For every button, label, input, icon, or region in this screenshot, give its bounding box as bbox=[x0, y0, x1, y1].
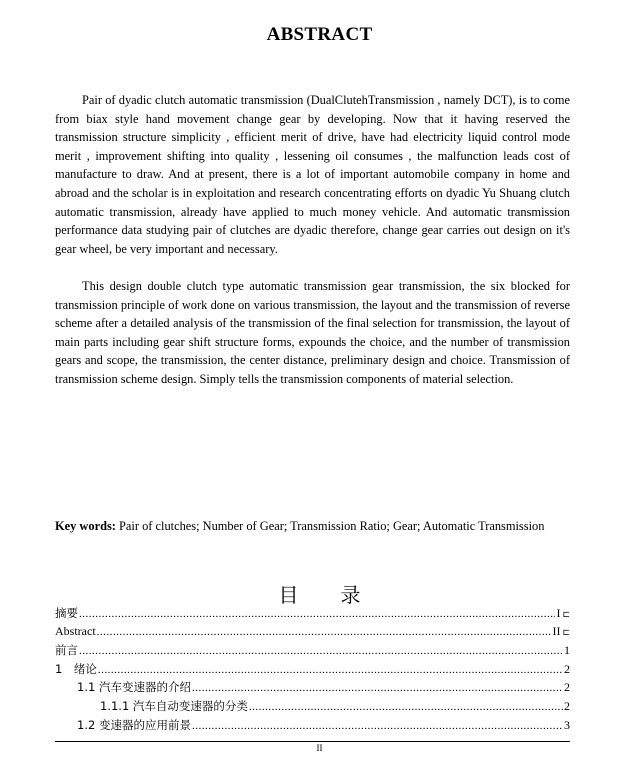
toc-entry-page: 3 bbox=[564, 717, 570, 732]
keywords-label: Key words: bbox=[55, 519, 116, 533]
toc-entry-abstract[interactable] bbox=[55, 624, 570, 643]
abstract-paragraph-1: Pair of dyadic clutch automatic transmission (DualClutehTransmission , namely DCT), is to come from biax style hand movement change gear by developing. Now that it having reserved the transmission structure simplicity , efficient merit of drive, have had electricity liquid control mode merit , improvement shifting into quality , lessening oil consumes , the malfunction leads cost of manufacture to draw. And at present, there is a lot of important automobile company in home and abroad and the scholar is in exploitation and research concentrating efforts on dyadic Yu Shuang clutch automatic transmission, already have applied to much money vehicle. And automatic transmission performance data studying pair of clutches are dyadic therefore, change gear carries out design on it's gear wheel, be very important and necessary. bbox=[55, 93, 570, 256]
toc-entry-title: 摘要 bbox=[55, 606, 78, 620]
toc-entry-section-1-2[interactable] bbox=[55, 717, 570, 736]
toc-entry-page: 2 bbox=[564, 680, 570, 695]
toc-heading-left: 目 bbox=[278, 583, 299, 607]
toc-entry-title: Abstract bbox=[55, 623, 96, 638]
bookmark-icon: ⊏ bbox=[562, 627, 570, 638]
toc-entry-title: 1.1.1 汽车自动变速器的分类 bbox=[100, 698, 248, 713]
toc-dot-leader bbox=[79, 645, 563, 657]
bookmark-icon: ⊏ bbox=[562, 610, 570, 620]
toc-entry-page: 2 bbox=[564, 698, 570, 713]
toc-entry-zhaiyao[interactable] bbox=[55, 605, 570, 624]
toc-dot-leader bbox=[249, 701, 563, 713]
toc-entry-title: 1.1 汽车变速器的介绍 bbox=[77, 680, 191, 695]
toc-dot-leader bbox=[79, 608, 555, 620]
toc-entry-qianyan[interactable] bbox=[55, 642, 570, 661]
toc-entry-page: 1 bbox=[564, 643, 570, 658]
footer-divider bbox=[55, 741, 570, 742]
toc-entry-section-1-1-1[interactable] bbox=[55, 698, 570, 717]
toc-dot-leader bbox=[97, 626, 552, 638]
footer-page-number: II bbox=[316, 743, 323, 753]
toc-entry-page: 2 bbox=[564, 661, 570, 676]
toc-dot-leader bbox=[98, 664, 563, 676]
toc-heading bbox=[0, 579, 639, 608]
toc-entry-title: 1.2 变速器的应用前景 bbox=[77, 717, 191, 732]
toc-heading-right: 录 bbox=[340, 583, 361, 607]
toc-entry-section-1-1[interactable] bbox=[55, 679, 570, 698]
abstract-paragraph-2: This design double clutch type automatic transmission gear transmission, the six blocked for transmission principle of work done on various transmission, the layout and the transmission of reverse scheme after a detailed analysis of the transmission of the final selection for transmission, the layout of main parts including gear shift structure forms, expounds the choice, and the number of transmission gears and scope, the transmission, the center distance, preliminary design and choice. Transmission of transmission scheme design. Simply tells the transmission components of material selection. bbox=[55, 279, 570, 386]
toc-dot-leader bbox=[192, 682, 563, 694]
toc-entry-title: 前言 bbox=[55, 643, 78, 658]
toc-entry-page: II bbox=[552, 623, 561, 638]
toc-entry-page: I bbox=[556, 606, 561, 620]
toc-entry-title: 1 绪论 bbox=[55, 661, 97, 676]
keywords bbox=[55, 517, 570, 536]
keywords-text: Pair of clutches; Number of Gear; Transmission Ratio; Gear; Automatic Transmission bbox=[119, 519, 545, 533]
table-of-contents bbox=[55, 605, 570, 735]
toc-dot-leader bbox=[192, 720, 563, 732]
toc-entry-chapter-1[interactable] bbox=[55, 661, 570, 680]
abstract-heading: ABSTRACT bbox=[266, 24, 373, 45]
